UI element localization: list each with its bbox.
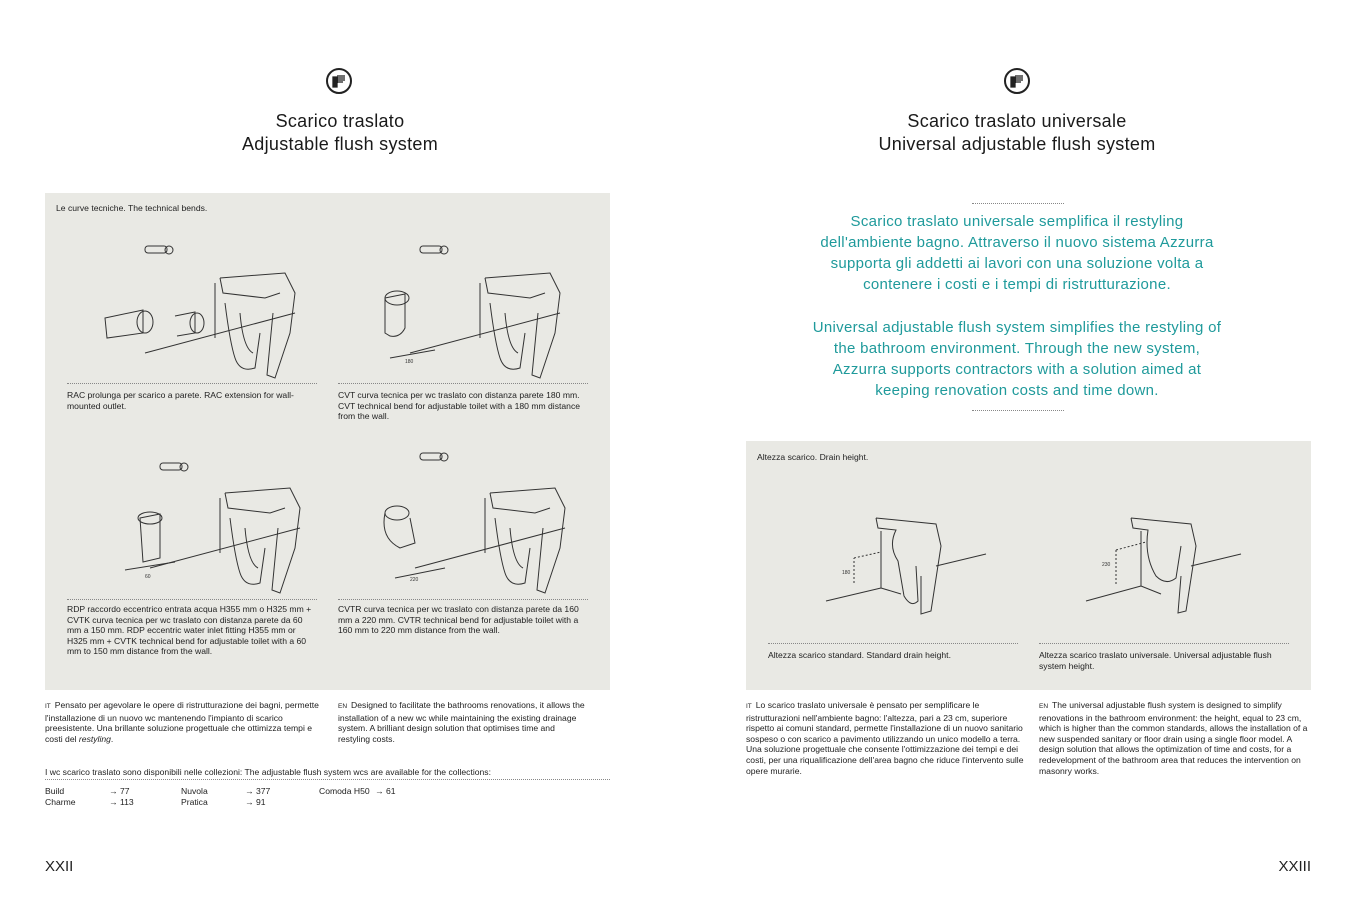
universal-drain-illustration bbox=[1086, 516, 1246, 616]
caption-standard: Altezza scarico standard. Standard drain height. bbox=[768, 650, 951, 660]
title-en: Universal adjustable flush system bbox=[878, 134, 1156, 154]
cvt-bend-illustration bbox=[375, 238, 565, 368]
divider bbox=[972, 203, 1064, 204]
lang-tag: EN bbox=[1039, 703, 1049, 710]
title-it: Scarico traslato bbox=[275, 111, 405, 131]
page-title-left bbox=[45, 110, 635, 156]
caption-rac: RAC prolunga per scarico a parete. RAC extension for wall-mounted outlet. bbox=[67, 390, 294, 411]
dimension-label: 60 bbox=[145, 574, 151, 580]
caption-cvt: CVT curva tecnica per wc traslato con distanza parete 180 mm. CVT technical bend for adjustable toilet with a 180 mm distance from the wall. bbox=[338, 390, 581, 422]
intro-en: Universal adjustable flush system simplifies the restyling of the bathroom environment. Through the new system, Azzurra supports contractors with a solution aimed at keeping renovation costs and time down. bbox=[812, 319, 1222, 399]
cvtr-bend-illustration bbox=[375, 448, 565, 583]
dimension-label: 230 bbox=[1102, 562, 1111, 568]
technical-bends-panel bbox=[45, 193, 610, 690]
divider bbox=[338, 599, 588, 600]
page-number-left: XXII bbox=[45, 858, 74, 875]
caption-rdp: RDP raccordo eccentrico entrata acqua H355 mm o H325 mm + CVTK curva tecnica per wc traslato con distanza parete da 60 mm a 150 mm. RDP eccentric water inlet fitting H355 mm or H325 mm + CVTK technical bend for adjustable toilet with a 60 mm to 150 mm distance from the wall. bbox=[67, 604, 312, 657]
collection-page-link[interactable]: → 91 bbox=[245, 796, 266, 807]
collection-name: Build bbox=[45, 786, 65, 796]
drain-height-panel bbox=[746, 441, 1311, 690]
flush-system-icon bbox=[326, 68, 352, 94]
standard-drain-illustration bbox=[826, 516, 986, 616]
body-en-left bbox=[338, 700, 588, 744]
flush-system-icon bbox=[1004, 68, 1030, 94]
body-text: Designed to facilitate the bathrooms renovations, it allows the installation of a new wc while maintaining the existing drainage system. A brilliant design solution that optimises time and restyling costs. bbox=[338, 700, 585, 744]
body-text: Lo scarico traslato universale è pensato per semplificare le ristrutturazioni nell'ambiente bagno: l'altezza, pari a 23 cm, superiore rispetto ai comuni standard, permette l'installazione di un nuovo sanitario sospeso o con scarico a pavimento utilizzando un unico modello a terra. Una soluzione progettuale che consente l'ottimizzazione dei tempi e dei costi, per una riqualificazione dell'area bagno che riduce l'intervento sulle opere murarie. bbox=[746, 700, 1024, 776]
body-it-right bbox=[746, 700, 1026, 776]
divider bbox=[45, 779, 610, 780]
body-text: Pensato per agevolare le opere di ristrutturazione dei bagni, permette l'installazione di un nuovo wc mantenendo l'impianto di scarico preesistente. Una brillante soluzione progettuale che ottimizza tempi e costi del bbox=[45, 700, 319, 744]
divider bbox=[1039, 643, 1289, 644]
body-text: The universal adjustable flush system is designed to simplify renovations in the bathroom environment: the height, equal to 23 cm, which is higher than the common standards, allows the installation of a new suspended sanitary or floor drain using a single floor model. A design solution that allows the optimization of time and costs, for a redevelopment of the bathroom area that reduces the intervention on masonry works. bbox=[1039, 700, 1308, 776]
rac-extension-illustration bbox=[105, 238, 285, 368]
collection-name: Pratica bbox=[181, 796, 208, 807]
dimension-label: 220 bbox=[410, 577, 419, 583]
dimension-label: 180 bbox=[405, 359, 414, 365]
divider bbox=[67, 383, 317, 384]
title-en: Adjustable flush system bbox=[242, 134, 438, 154]
divider bbox=[768, 643, 1018, 644]
collection-name: Charme bbox=[45, 796, 76, 807]
collection-page-link[interactable]: → 377 bbox=[245, 786, 271, 796]
title-it: Scarico traslato universale bbox=[907, 111, 1127, 131]
dimension-label: 180 bbox=[842, 570, 851, 576]
divider bbox=[338, 383, 588, 384]
panel-label: Altezza scarico. Drain height. bbox=[757, 452, 869, 462]
collection-page-link[interactable]: → 77 bbox=[109, 786, 130, 796]
collections-list bbox=[45, 786, 396, 807]
body-end: . bbox=[110, 733, 114, 744]
body-en-right bbox=[1039, 700, 1314, 776]
body-italic: restyling bbox=[78, 733, 111, 744]
collection-name: Nuvola bbox=[181, 786, 208, 796]
lang-tag: IT bbox=[45, 703, 51, 710]
caption-universal: Altezza scarico traslato universale. Universal adjustable flush system height. bbox=[1039, 650, 1272, 671]
lang-tag: IT bbox=[746, 703, 752, 710]
divider bbox=[67, 599, 317, 600]
body-it-left bbox=[45, 700, 325, 744]
caption-cvtr: CVTR curva tecnica per wc traslato con distanza parete da 160 mm a 220 mm. CVTR technical bend for adjustable toilet with a 160 mm to 220 mm distance from the wall. bbox=[338, 604, 579, 636]
divider bbox=[972, 410, 1064, 411]
intro-it: Scarico traslato universale semplifica il restyling dell'ambiente bagno. Attraverso il nuovo sistema Azzurra supporta gli addetti ai lavori con una soluzione volta a contenere i costi e i tempi di ristrutturazione. bbox=[820, 213, 1214, 293]
lang-tag: EN bbox=[338, 703, 348, 710]
rdp-cvtk-illustration bbox=[105, 458, 295, 588]
collections-label: I wc scarico traslato sono disponibili nelle collezioni: The adjustable flush system wcs are available for the collections: bbox=[45, 767, 491, 777]
collection-page-link[interactable]: → 113 bbox=[109, 796, 134, 807]
collection-page-link[interactable]: → 61 bbox=[375, 786, 396, 796]
panel-label: Le curve tecniche. The technical bends. bbox=[56, 203, 208, 213]
page-number-right: XXIII bbox=[1278, 858, 1311, 875]
collection-name: Comoda H50 bbox=[319, 786, 370, 796]
page-title-right bbox=[722, 110, 1312, 156]
